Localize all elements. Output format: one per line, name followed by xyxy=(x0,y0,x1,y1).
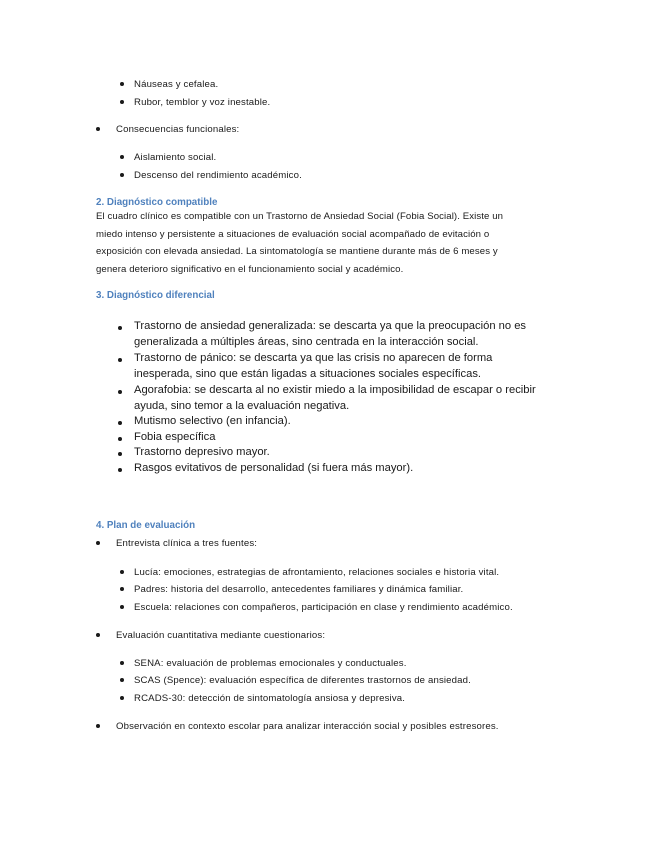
bullet-icon xyxy=(120,696,124,700)
bullet-icon xyxy=(118,452,122,456)
section-heading: 4. Plan de evaluación xyxy=(96,520,196,531)
bullet-icon xyxy=(120,605,124,609)
list-item: Consecuencias funcionales: xyxy=(116,124,240,135)
list-item: SENA: evaluación de problemas emocionales y conductuales. xyxy=(134,658,407,669)
list-item: Observación en contexto escolar para analizar interacción social y posibles estresores. xyxy=(116,721,499,732)
list-item: RCADS-30: detección de sintomatología ansiosa y depresiva. xyxy=(134,693,406,704)
section-heading: 3. Diagnóstico diferencial xyxy=(96,290,215,301)
bullet-icon xyxy=(120,173,124,177)
bullet-icon xyxy=(118,390,122,394)
list-item: Trastorno depresivo mayor. xyxy=(134,446,270,458)
bullet-icon xyxy=(118,468,122,472)
list-item: Padres: historia del desarrollo, antecedentes familiares y dinámica familiar. xyxy=(134,584,464,595)
bullet-icon xyxy=(120,587,124,591)
bullet-icon xyxy=(118,421,122,425)
list-item: Lucía: emociones, estrategias de afrontamiento, relaciones sociales e historia vital. xyxy=(134,567,500,578)
list-item: Agorafobia: se descarta al no existir miedo a la imposibilidad de escapar o recibir xyxy=(134,384,536,396)
paragraph-line: miedo intenso y persistente a situaciones de evaluación social acompañado de evitación o xyxy=(96,228,490,240)
bullet-icon xyxy=(120,570,124,574)
bullet-icon xyxy=(118,358,122,362)
list-item: Evaluación cuantitativa mediante cuestionarios: xyxy=(116,630,326,641)
list-item: Mutismo selectivo (en infancia). xyxy=(134,415,291,427)
bullet-icon xyxy=(120,678,124,682)
list-item: Escuela: relaciones con compañeros, participación en clase y rendimiento académico. xyxy=(134,602,513,613)
bullet-icon xyxy=(120,661,124,665)
list-item: Trastorno de pánico: se descarta ya que las crisis no aparecen de forma xyxy=(134,352,493,364)
list-item: Trastorno de ansiedad generalizada: se descarta ya que la preocupación no es xyxy=(134,320,527,332)
list-item: Aislamiento social. xyxy=(134,152,217,163)
list-item-continuation: ayuda, sino temor a la evaluación negativa. xyxy=(134,400,350,412)
bullet-icon xyxy=(120,155,124,159)
list-item: Rasgos evitativos de personalidad (si fuera más mayor). xyxy=(134,462,414,474)
bullet-icon xyxy=(96,724,100,728)
section-heading: 2. Diagnóstico compatible xyxy=(96,197,218,208)
list-item-continuation: inesperada, sino que están ligadas a situaciones sociales específicas. xyxy=(134,368,482,380)
paragraph-line: exposición con elevada ansiedad. La sintomatología se mantiene durante más de 6 meses y xyxy=(96,246,498,257)
list-item: Rubor, temblor y voz inestable. xyxy=(134,97,271,108)
bullet-icon xyxy=(120,82,124,86)
bullet-icon xyxy=(118,326,122,330)
list-item: SCAS (Spence): evaluación específica de diferentes trastornos de ansiedad. xyxy=(134,675,471,686)
bullet-icon xyxy=(96,541,100,545)
paragraph-line: El cuadro clínico es compatible con un Trastorno de Ansiedad Social (Fobia Social). Existe un xyxy=(96,211,504,222)
bullet-icon xyxy=(118,437,122,441)
list-item-continuation: generalizada a múltiples áreas, sino centrada en la interacción social. xyxy=(134,336,479,348)
paragraph-line: genera deterioro significativo en el funcionamiento social y académico. xyxy=(96,263,404,275)
bullet-icon xyxy=(120,100,124,104)
list-item: Náuseas y cefalea. xyxy=(134,79,219,90)
list-item: Entrevista clínica a tres fuentes: xyxy=(116,538,258,549)
bullet-icon xyxy=(96,127,100,131)
paragraph xyxy=(96,208,546,278)
list-item: Descenso del rendimiento académico. xyxy=(134,170,302,181)
bullet-icon xyxy=(96,633,100,637)
list-item: Fobia específica xyxy=(134,431,216,443)
